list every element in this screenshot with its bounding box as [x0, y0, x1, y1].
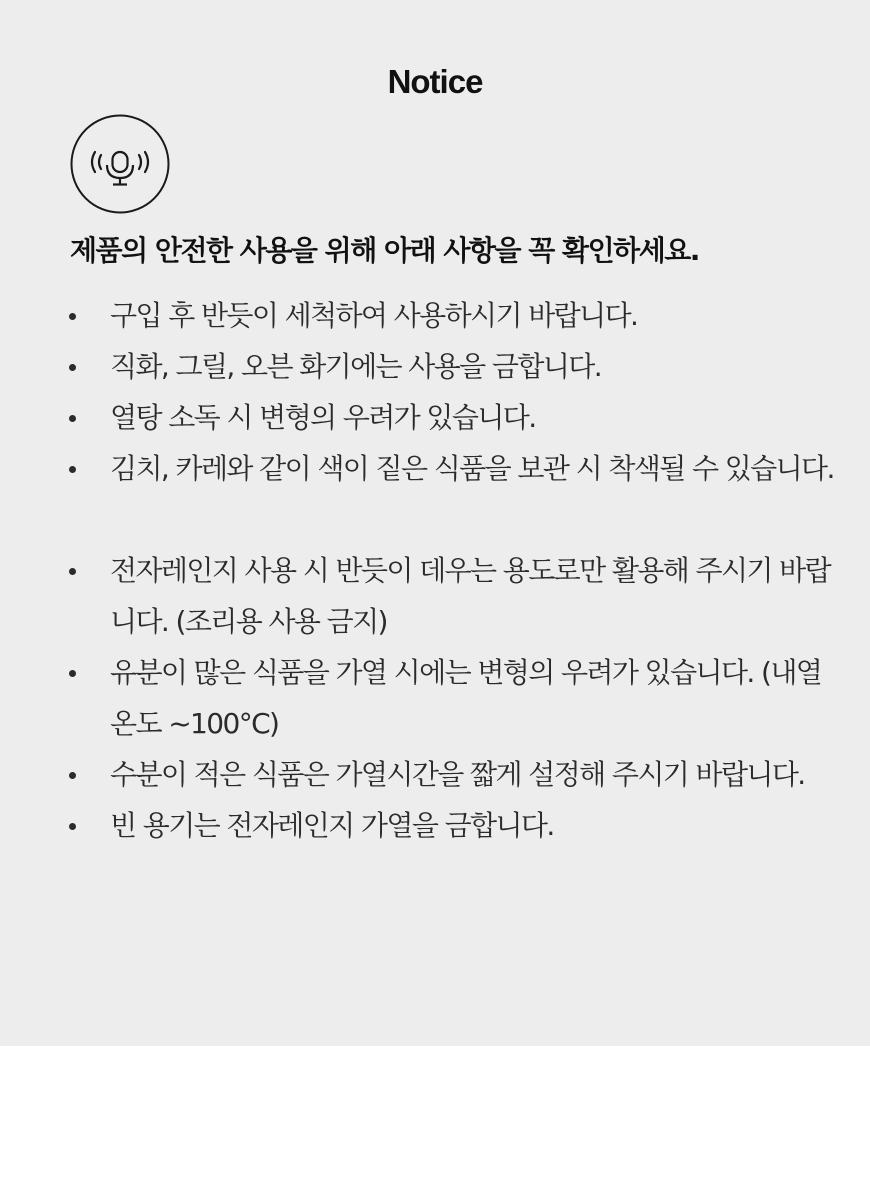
- list-item: [66, 443, 836, 494]
- safety-headline: 제품의 안전한 사용을 위해 아래 사항을 꼭 확인하세요.: [70, 234, 699, 267]
- list-item-text: 전자레인지 사용 시 반듯이 데우는 용도로만 활용해 주시기 바랍니다. (조리용 사용 금지): [110, 554, 831, 638]
- bullet-dot: [69, 823, 76, 830]
- list-item-text: 열탕 소독 시 변형의 우려가 있습니다.: [110, 401, 536, 434]
- bullet-dot: [69, 772, 76, 779]
- list-item: [66, 749, 836, 800]
- notice-title: Notice: [387, 63, 483, 100]
- bullet-dot: [69, 313, 76, 320]
- list-item-text: 구입 후 반듯이 세척하여 사용하시기 바랍니다.: [110, 299, 638, 332]
- list-item: [66, 341, 836, 392]
- microphone-waves-icon: [70, 114, 170, 214]
- bullet-dot: [69, 670, 76, 677]
- list-item-text: 유분이 많은 식품을 가열 시에는 변형의 우려가 있습니다. (내열온도 ~100°C): [110, 656, 822, 740]
- bullet-dot: [69, 364, 76, 371]
- list-item-text: 직화, 그릴, 오븐 화기에는 사용을 금합니다.: [110, 350, 602, 383]
- list-item-text: 김치, 카레와 같이 색이 짙은 식품을 보관 시 착색될 수 있습니다.: [110, 452, 834, 485]
- list-item-text: 수분이 적은 식품은 가열시간을 짧게 설정해 주시기 바랍니다.: [110, 758, 805, 791]
- list-item: [66, 392, 836, 443]
- list-item: [66, 545, 836, 647]
- list-item: [66, 647, 836, 749]
- list-item: [66, 800, 836, 851]
- list-item: [66, 290, 836, 341]
- notice-list: [66, 290, 836, 851]
- list-item-text: 빈 용기는 전자레인지 가열을 금합니다.: [110, 809, 554, 842]
- bullet-dot: [69, 466, 76, 473]
- bullet-dot: [69, 568, 76, 575]
- bullet-dot: [69, 415, 76, 422]
